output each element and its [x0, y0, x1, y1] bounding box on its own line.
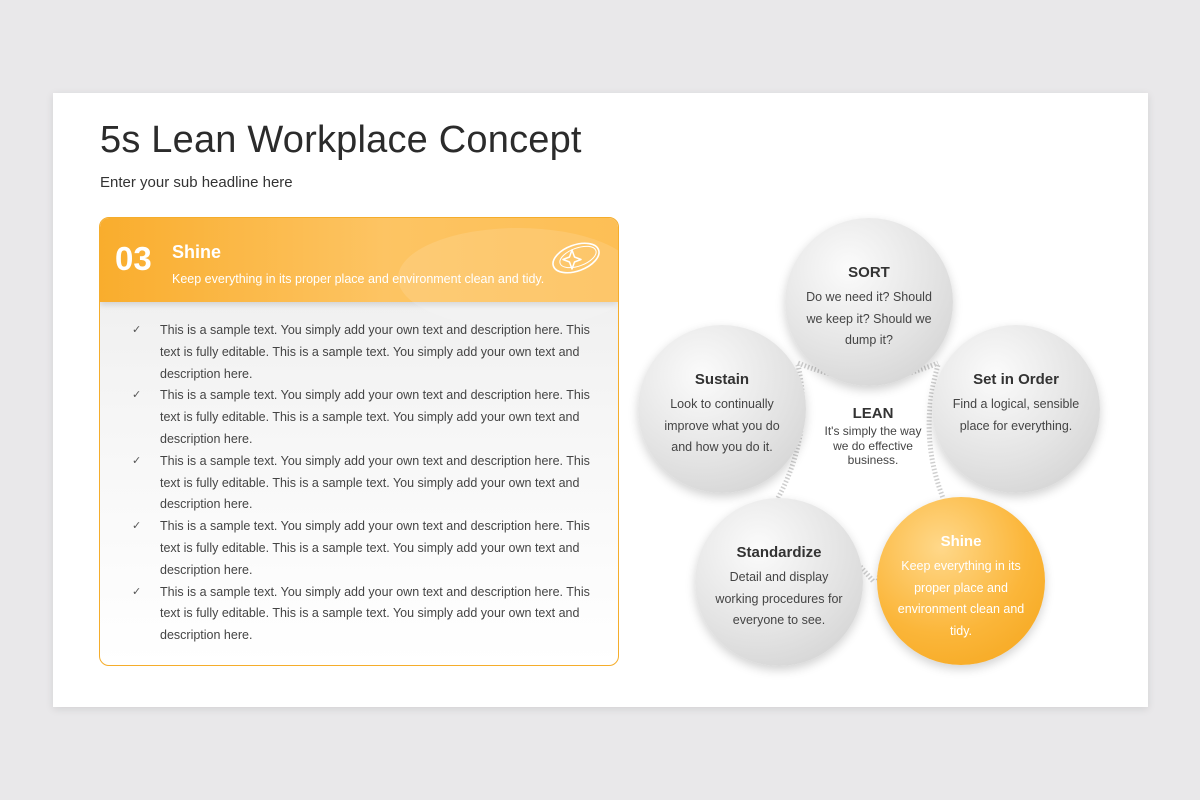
node-shine [877, 497, 1045, 665]
bullet-list [132, 320, 592, 647]
center-text: It's simply the way we do effective business. [824, 424, 922, 467]
node-text: Look to continually improve what you do and how you do it. [664, 397, 780, 454]
list-item [132, 320, 592, 385]
slide [53, 93, 1148, 707]
list-item [132, 385, 592, 450]
detail-card [99, 217, 619, 666]
node-text: Keep everything in its proper place and environment clean and tidy. [897, 559, 1025, 638]
node-title: Shine [940, 533, 982, 550]
step-number: 03 [115, 240, 152, 277]
node-set-in-order [932, 325, 1100, 493]
page-subtitle: Enter your sub headline here [100, 174, 293, 191]
check-icon: ✓ [132, 585, 142, 598]
check-icon: ✓ [132, 520, 142, 533]
list-item [132, 582, 592, 647]
bullet-text: This is a sample text. You simply add your own text and description here. This text is fully editable. This is a sample text. You simply add your own text and description here. [160, 323, 590, 381]
card-description: Keep everything in its proper place and environment clean and tidy. [172, 272, 545, 286]
bullet-text: This is a sample text. You simply add your own text and description here. This text is fully editable. This is a sample text. You simply add your own text and description here. [160, 519, 590, 577]
node-text: Find a logical, sensible place for everything. [952, 397, 1080, 433]
card-header [100, 218, 618, 302]
node-title: Sustain [694, 371, 750, 388]
page-title: 5s Lean Workplace Concept [100, 119, 582, 161]
check-icon: ✓ [132, 389, 142, 402]
center-lean [818, 405, 928, 468]
list-item [132, 516, 592, 581]
node-title: Set in Order [973, 371, 1059, 388]
check-icon: ✓ [132, 324, 142, 336]
bullet-text: This is a sample text. You simply add your own text and description here. This text is fully editable. This is a sample text. You simply add your own text and description here. [160, 388, 590, 446]
node-text: Detail and display working procedures for everyone to see. [715, 570, 843, 627]
node-standardize [695, 498, 863, 666]
card-heading: Shine [172, 242, 222, 262]
node-title: Standardize [736, 544, 822, 561]
center-title: LEAN [852, 405, 894, 422]
check-icon: ✓ [132, 454, 142, 467]
lean-cycle-diagram [638, 213, 1108, 673]
sparkle-logo-icon [546, 238, 602, 278]
node-text: Do we need it? Should we keep it? Should we dump it? [806, 290, 932, 347]
bullet-text: This is a sample text. You simply add your own text and description here. This text is fully editable. This is a sample text. You simply add your own text and description here. [160, 453, 590, 512]
list-item [132, 451, 592, 516]
node-sort [785, 218, 953, 386]
node-sustain [638, 325, 806, 493]
node-title: SORT [848, 264, 890, 281]
bullet-text: This is a sample text. You simply add your own text and description here. This text is fully editable. This is a sample text. You simply add your own text and description here. [160, 584, 590, 643]
